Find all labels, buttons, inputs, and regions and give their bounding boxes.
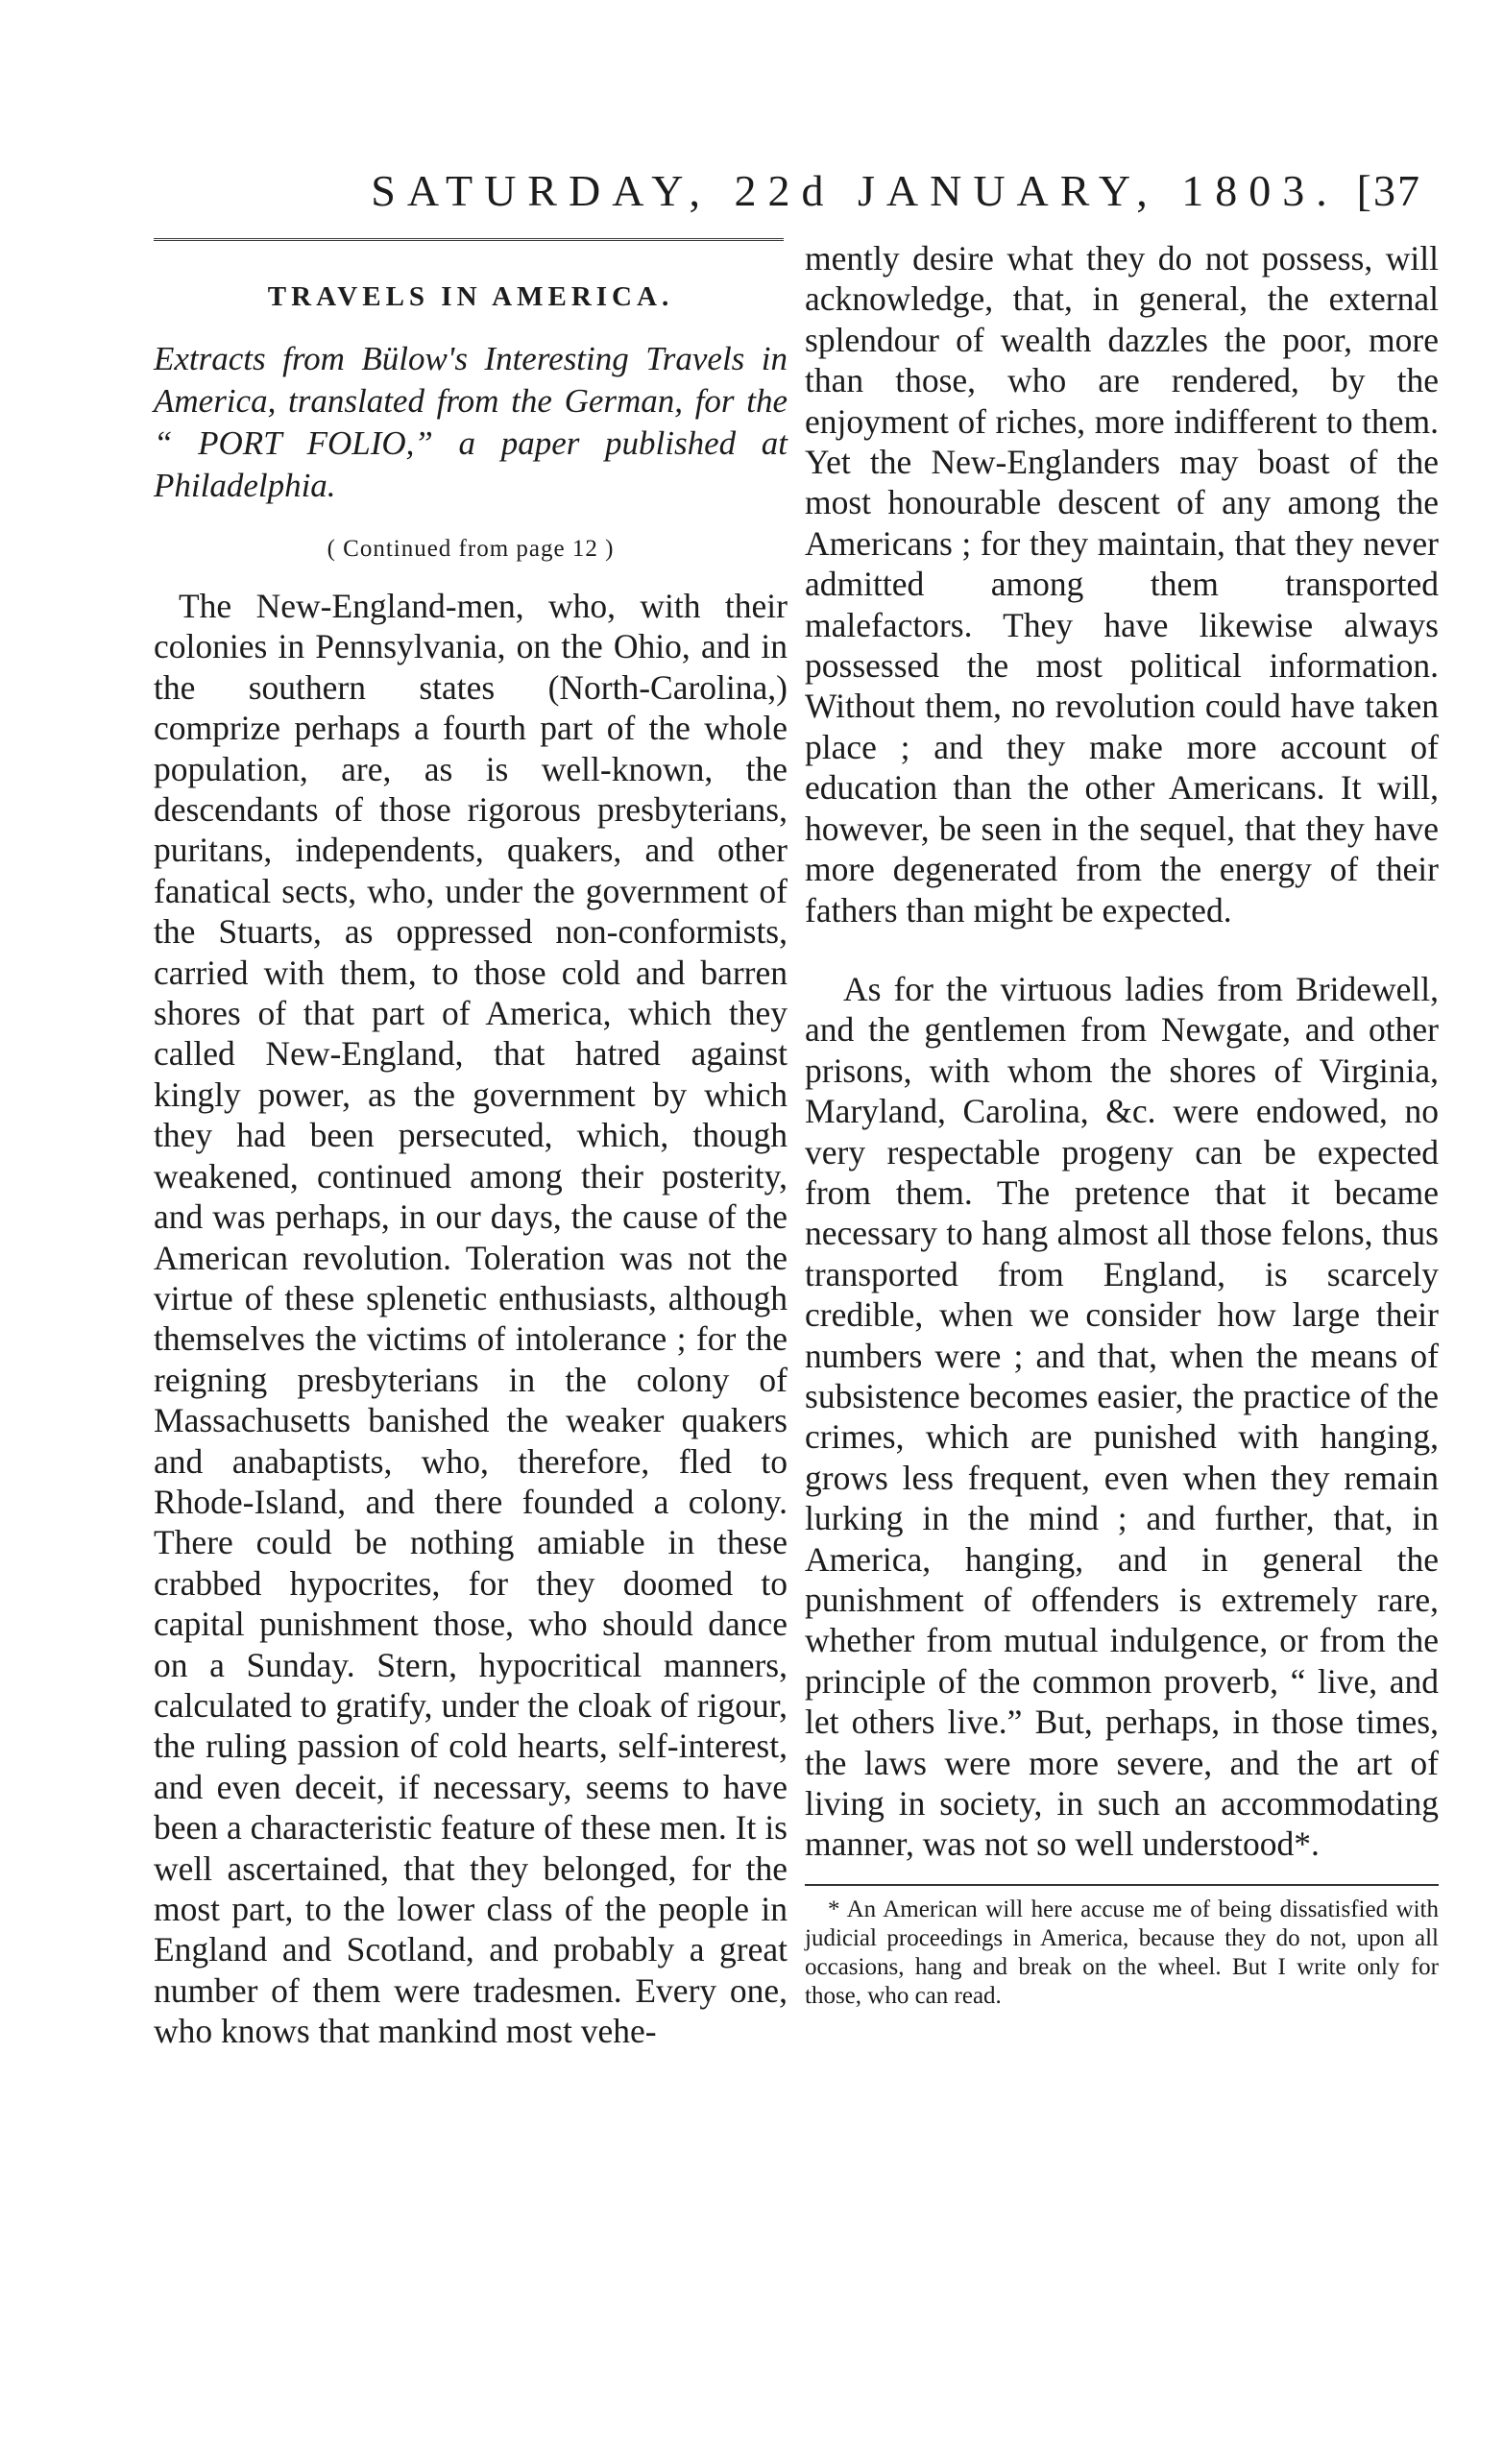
continued-note: ( Continued from page 12 ) — [327, 536, 615, 562]
page-number: [37 — [1356, 166, 1421, 215]
left-column — [154, 238, 788, 2052]
left-column-paragraph: The New-England-men, who, with their colonies in Pennsylvania, on the Ohio, and in the southern states (North-Carolina,) comprize perhaps a fourth part of the whole population, are, as is well-known, the descendants of those rigorous presbyterians, puritans, independents, quakers, and other fanatical sects, who, under the government of the Stuarts, as oppressed non-conformists, carried with them, to those cold and barren shores of that part of America, which they called New-England, that hatred against kingly power, as the government by which they had been persecuted, which, though weakened, continued among their posterity, and was perhaps, in our days, the cause of the American revolution. Toleration was not the virtue of these splenetic enthusiasts, although themselves the victims of intolerance ; for the reigning presbyterians in the colony of Massachusetts banished the weaker quakers and anabaptists, who, therefore, fled to Rhode-Island, and there founded a colony. There could be nothing amiable in these crabbed hypocrites, for they doomed to capital punishment those, who should dance on a Sunday. Stern, hypocritical manners, calculated to gratify, under the cloak of rigour, the ruling passion of cold hearts, self-interest, and even deceit, if necessary, seems to have been a characteristic feature of these men. It is well ascertained, that they belonged, for the most part, to the lower class of the people in England and Scotland, and probably a great number of them were tradesmen. Every one, who knows that mankind most vehe- — [154, 587, 788, 2051]
right-column — [805, 238, 1439, 2035]
article-title: TRAVELS IN AMERICA. — [267, 281, 674, 312]
right-column-paragraph-1: mently desire what they do not possess, will acknowledge, that, in general, the external splendour of wealth dazzles the poor, more than those, who are rendered, by the enjoyment of riches, more indifferent to them. Yet the New-Englanders may boast of the most honourable descent of any among the Americans ; for they maintain, that they never admitted among them transported malefactors. They have likewise always possessed the most political information. Without them, no revolution could have taken place ; and they make more account of education than the other Americans. It will, however, be seen in the sequel, that they have more degenerated from the energy of their fathers than might be expected. — [805, 239, 1439, 930]
footnote-rule — [805, 1884, 1439, 1886]
article-extract-note: Extracts from Bülow's Interesting Travels in America, translated from the German, for the “ PORT FOLIO,” a paper published at Philadelphia. — [154, 340, 788, 504]
running-head — [144, 165, 1421, 232]
header-rule — [154, 238, 784, 241]
footnote: * An American will here accuse me of being dissatisfied with judicial proceedings in America, because they do not, upon all occasions, hang and break on the wheel. But I write only for those, who can read. — [805, 1896, 1439, 2009]
right-column-paragraph-2: As for the virtuous ladies from Bridewell, and the gentlemen from Newgate, and other prisons, with whom the shores of Virginia, Maryland, Carolina, &c. were endowed, no very respectable progeny can be expected from them. The pretence that it became necessary to hang almost all those felons, thus transported from England, is scarcely credible, when we consider how large their numbers were ; and that, when the means of subsistence becomes easier, the practice of the crimes, which are punished with hanging, grows less frequent, even when they remain lurking in the mind ; and further, that, in America, hanging, and in general the punishment of offenders is extremely rare, whether from mutual indulgence, or from the principle of the common proverb, “ live, and let others live.” But, perhaps, in those times, the laws were more severe, and the art of living in society, in such an accommodating manner, was not so well understood*. — [805, 969, 1439, 1864]
running-head-title: SATURDAY, 22d JANUARY, 1803. — [371, 166, 1339, 215]
